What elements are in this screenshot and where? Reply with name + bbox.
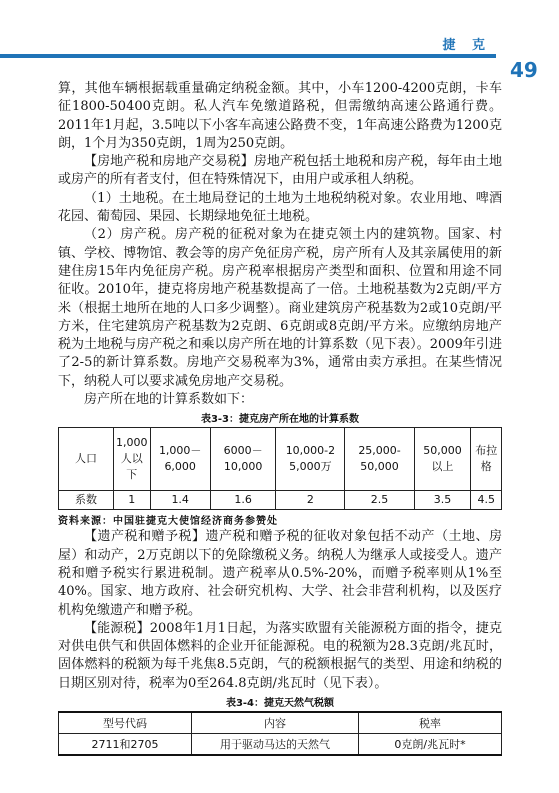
table-cell: 4.5 — [471, 491, 502, 510]
table-header-row — [59, 712, 502, 734]
table-cell: 0克朗/兆瓦时* — [359, 734, 502, 756]
table-header-cell: 25,000- 50,000 — [345, 428, 414, 491]
table-header-cell: 1,000－ 6,000 — [150, 428, 210, 491]
paragraph-vehicle-tax: 算，其他车辆根据载重量确定纳税金额。其中，小车1200-4200克朗，卡车征1800-50400克朗。私人汽车免缴道路税，但需缴纳高速公路通行费。2011年1月起，3.5吨以下小客车高速公路费不变，1年高速公路费为1200克朗，1个月为350克朗，1周为250克朗。 — [58, 81, 502, 151]
table-row — [59, 734, 502, 756]
table-caption-gas: 表3-4：捷克天然气税额 — [225, 698, 335, 710]
table-cell: 用于驱动马达的天然气 — [192, 734, 359, 756]
paragraph-property-tax: 【房地产税和房地产交易税】房地产税包括土地税和房产税，每年由土地或房产的所有者支付，但在特殊情况下，由用户或承租人纳税。 — [58, 154, 502, 188]
table-cell: 2 — [276, 491, 345, 510]
table-caption-coefficients: 表3-3：捷克房产所在地的计算系数 — [200, 414, 360, 426]
paragraph-land-tax: （1）土地税。在土地局登记的土地为土地税纳税对象。农业用地、啤酒花园、葡萄园、果园、长期绿地免征土地税。 — [58, 190, 502, 225]
source-note: 资料来源：中国驻捷克大使馆经济商务参赞处 — [58, 516, 278, 528]
table-header-cell: 10,000-2 5,000万 — [276, 428, 345, 491]
coefficient-table — [58, 427, 502, 510]
gas-tax-table — [58, 711, 502, 756]
paragraph-building-tax: （2）房产税。房产税的征税对象为在捷克领土内的建筑物。国家、村镇、学校、博物馆、教会等的房产免征房产税，房产所有人及其亲属使用的新建住房15年内免征房产税。房产税率根据房产类型和面积、位置和用途不同征收。2010年，捷克将房地产税基数提高了一倍。土地税基数为2克朗/平方米（根据土地所在地的人口多少调整）。商业建筑房产税基数为2或10克朗/平方米，住宅建筑房产税基数为2克朗、6克朗或8克朗/平方米。应缴纳房地产税为土地税与房产税之和乘以房产所在地的计算系数（见下表）。2009年引进了2-5的新计算系数。房地产交易税率为3%，通常由卖方承担。在某些情况下，纳税人可以要求减免房地产交易税。 — [58, 227, 502, 389]
page-number: 49 — [510, 58, 538, 82]
table-cell: 1.4 — [150, 491, 210, 510]
page-body — [58, 80, 502, 756]
table-cell: 1.6 — [210, 491, 276, 510]
table-cell: 3.5 — [414, 491, 471, 510]
table-header-cell: 布拉格 — [471, 428, 502, 491]
table-header-cell: 内容 — [192, 712, 359, 734]
table-header-cell: 50,000 以上 — [414, 428, 471, 491]
table-cell: 2.5 — [345, 491, 414, 510]
table-header-cell: 型号代码 — [59, 712, 192, 734]
paragraph-coefficient-intro: 房产所在地的计算系数如下： — [84, 392, 254, 408]
paragraph-energy-tax: 【能源税】2008年1月1日起，为落实欧盟有关能源税方面的指令，捷克对供电供气和供固体燃料的企业开征能源税。电的税额为28.3克朗/兆瓦时，固体燃料的税额为每千兆焦8.5克朗，气的税额根据气的类型、用途和纳税的日期区别对待，税率为0至264.8克朗/兆瓦时（见下表）。 — [58, 620, 502, 691]
table-cell: 2711和2705 — [59, 734, 192, 756]
paragraph-inheritance-tax: 【遗产税和赠予税】遗产税和赠予税的征收对象包括不动产（土地、房屋）和动产，2万克朗以下的免除缴税义务。纳税人为继承人或接受人。遗产税和赠予税实行累进税制。遗产税率从0.5%-20%，而赠予税率则从1%至40%。国家、地方政府、社会研究机构、大学、社会非营利机构，以及医疗机构免缴遗产和赠予税。 — [58, 529, 502, 618]
table-row-label: 系数 — [59, 491, 114, 510]
table-header-row — [59, 428, 502, 491]
table-header-cell: 税率 — [359, 712, 502, 734]
running-header-title: 捷 克 — [442, 38, 491, 53]
table-header-cell: 1,000 人以下 — [114, 428, 151, 491]
table-cell: 1 — [114, 491, 151, 510]
header-rule — [0, 54, 496, 58]
table-row — [59, 491, 502, 510]
table-row-label: 人口 — [59, 428, 114, 491]
table-header-cell: 6000－ 10,000 — [210, 428, 276, 491]
